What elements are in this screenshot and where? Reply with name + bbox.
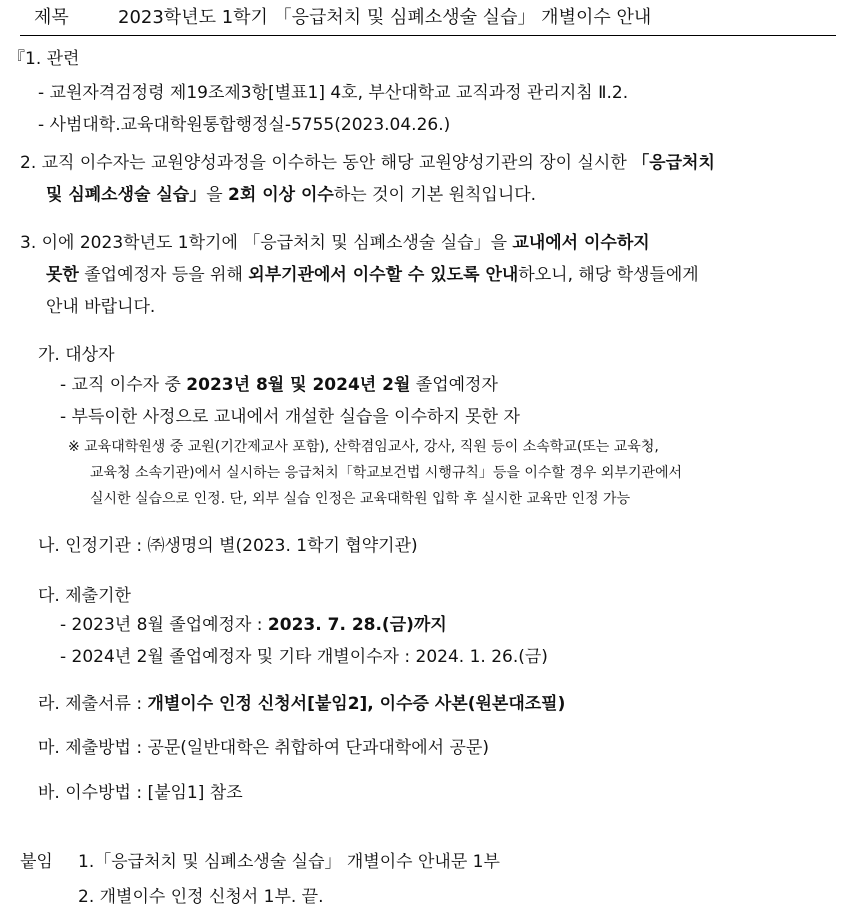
section-2-text: 하는 것이 기본 원칙입니다. — [333, 185, 537, 205]
ga-text: - 교직 이수자 중 — [60, 375, 187, 395]
ra-value: 개별이수 인정 신청서[붙임2], 이수증 사본(원본대조필) — [147, 694, 566, 714]
ba-completion-method: 바. 이수방법 : [붙임1] 참조 — [38, 783, 243, 803]
subject-label: 제목 — [34, 7, 69, 28]
section-1-item: - 사범대학.교육대학원통합행정실-5755(2023.04.26.) — [38, 115, 451, 135]
section-2-emphasis: 2회 이상 이수 — [228, 185, 334, 205]
ga-emphasis: 2023년 8월 및 2024년 2월 — [186, 375, 411, 395]
section-3-emphasis: 못한 — [46, 265, 79, 285]
document-title: 2023학년도 1학기 「응급처치 및 심폐소생술 실습」 개별이수 안내 — [118, 7, 652, 28]
ga-note-line-1: ※ 교육대학원생 중 교원(기간제교사 포함), 산학겸임교사, 강사, 직원 등이 소속학교(또는 교육청, — [68, 439, 659, 455]
section-3-emphasis: 외부기관에서 이수할 수 있도록 안내 — [248, 265, 519, 285]
ra-documents — [38, 692, 565, 716]
section-3-text: 3. 이에 2023학년도 1학기에 「응급처치 및 심폐소생술 실습」을 — [20, 233, 513, 253]
title-divider — [20, 35, 836, 36]
attachment-label: 붙임 — [20, 852, 53, 872]
ga-item-2: - 부득이한 사정으로 교내에서 개설한 실습을 이수하지 못한 자 — [60, 407, 520, 427]
section-3-line-1 — [20, 231, 650, 255]
ma-submission-method: 마. 제출방법 : 공문(일반대학은 취합하여 단과대학에서 공문) — [38, 738, 489, 758]
ga-text: 졸업예정자 — [410, 375, 498, 395]
section-2-emphasis: 및 심폐소생술 실습」 — [46, 185, 207, 205]
ra-label: 라. 제출서류 : — [38, 694, 148, 714]
section-2-line-2 — [46, 183, 536, 207]
attachment-item: 2. 개별이수 인정 신청서 1부. 끝. — [78, 887, 324, 907]
da-item-1 — [60, 613, 447, 637]
ga-heading: 가. 대상자 — [38, 345, 115, 365]
section-1-heading: 『1. 관련 — [8, 49, 80, 69]
da-emphasis: 2023. 7. 28.(금)까지 — [267, 615, 447, 635]
section-2-line-1 — [20, 151, 715, 175]
ga-item-1 — [60, 373, 498, 397]
section-2-emphasis: 「응급처치 — [632, 153, 715, 173]
da-item-2: - 2024년 2월 졸업예정자 및 기타 개별이수자 : 2024. 1. 26.(금) — [60, 647, 548, 667]
section-2-text: 2. 교직 이수자는 교원양성과정을 이수하는 동안 해당 교원양성기관의 장이 실시한 — [20, 153, 633, 173]
section-2-text: 을 — [206, 185, 229, 205]
section-1-item: - 교원자격검정령 제19조제3항[별표1] 4호, 부산대학교 교직과정 관리지침 Ⅱ.2. — [38, 83, 629, 103]
section-3-line-3: 안내 바랍니다. — [46, 297, 156, 317]
ga-note-line-2: 교육청 소속기관)에서 실시하는 응급처치「학교보건법 시행규칙」등을 이수할 경우 외부기관에서 — [90, 465, 683, 481]
ga-note-line-3: 실시한 실습으로 인정. 단, 외부 실습 인정은 교육대학원 입학 후 실시한 교육만 인정 가능 — [90, 491, 631, 507]
section-3-text: 하오니, 해당 학생들에게 — [518, 265, 699, 285]
na-certifying-institution: 나. 인정기관 : ㈜생명의 별(2023. 1학기 협약기관) — [38, 536, 418, 556]
section-3-text: 졸업예정자 등을 위해 — [78, 265, 249, 285]
attachment-item: 1.「응급처치 및 심폐소생술 실습」 개별이수 안내문 1부 — [78, 852, 500, 872]
section-3-emphasis: 교내에서 이수하지 — [512, 233, 650, 253]
da-heading: 다. 제출기한 — [38, 586, 131, 606]
da-text: - 2023년 8월 졸업예정자 : — [60, 615, 268, 635]
section-3-line-2 — [46, 263, 699, 287]
